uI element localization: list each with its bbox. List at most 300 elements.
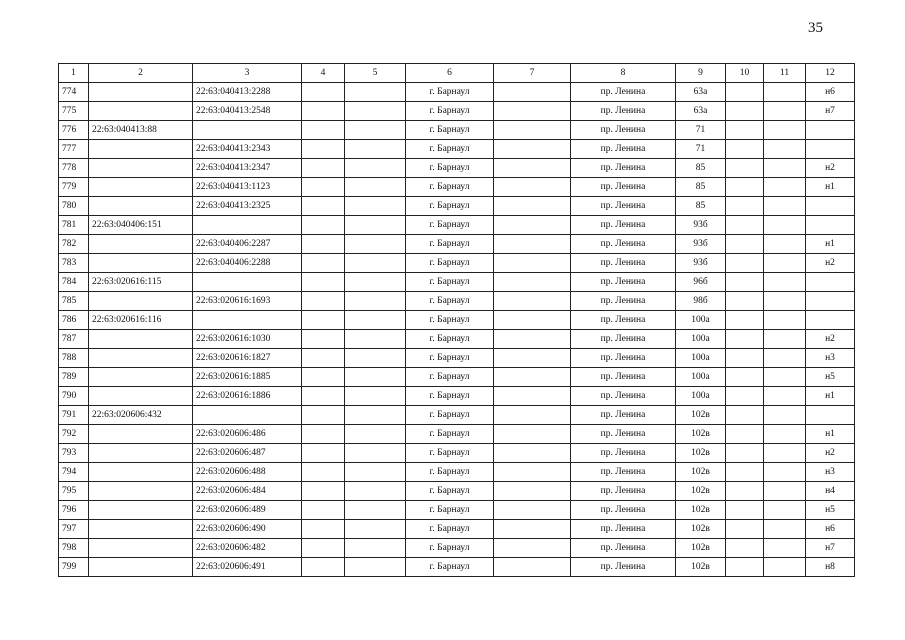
city-cell: г. Барнаул	[406, 311, 494, 330]
empty-cell	[726, 482, 764, 501]
house-number-cell: 96б	[676, 273, 726, 292]
empty-cell	[764, 368, 806, 387]
house-number-cell: 102в	[676, 463, 726, 482]
column-header: 5	[345, 64, 406, 83]
city-cell: г. Барнаул	[406, 444, 494, 463]
house-number-cell: 102в	[676, 482, 726, 501]
parcel-number-cell	[89, 425, 193, 444]
empty-cell	[764, 254, 806, 273]
room-cell: н6	[806, 83, 855, 102]
empty-cell	[302, 83, 345, 102]
house-number-cell: 63а	[676, 83, 726, 102]
city-cell: г. Барнаул	[406, 83, 494, 102]
row-number-cell: 774	[59, 83, 89, 102]
parcel-number-cell	[89, 235, 193, 254]
empty-cell	[494, 520, 571, 539]
column-header: 4	[302, 64, 345, 83]
empty-cell	[345, 292, 406, 311]
row-number-cell: 790	[59, 387, 89, 406]
row-number-cell: 784	[59, 273, 89, 292]
empty-cell	[345, 273, 406, 292]
parcel-number-cell	[89, 102, 193, 121]
city-cell: г. Барнаул	[406, 121, 494, 140]
empty-cell	[494, 463, 571, 482]
empty-cell	[494, 121, 571, 140]
empty-cell	[726, 121, 764, 140]
table-row	[59, 216, 855, 235]
row-number-cell: 799	[59, 558, 89, 577]
object-number-cell: 22:63:040406:2287	[193, 235, 302, 254]
empty-cell	[302, 102, 345, 121]
row-number-cell: 779	[59, 178, 89, 197]
empty-cell	[302, 254, 345, 273]
house-number-cell: 100а	[676, 349, 726, 368]
empty-cell	[302, 368, 345, 387]
city-cell: г. Барнаул	[406, 501, 494, 520]
empty-cell	[302, 292, 345, 311]
empty-cell	[494, 216, 571, 235]
row-number-cell: 776	[59, 121, 89, 140]
street-cell: пр. Ленина	[571, 102, 676, 121]
city-cell: г. Барнаул	[406, 520, 494, 539]
table-row	[59, 501, 855, 520]
empty-cell	[302, 444, 345, 463]
parcel-number-cell	[89, 140, 193, 159]
table-row	[59, 102, 855, 121]
empty-cell	[494, 83, 571, 102]
street-cell: пр. Ленина	[571, 330, 676, 349]
empty-cell	[764, 292, 806, 311]
empty-cell	[494, 292, 571, 311]
empty-cell	[764, 349, 806, 368]
table-row	[59, 558, 855, 577]
empty-cell	[302, 349, 345, 368]
street-cell: пр. Ленина	[571, 273, 676, 292]
empty-cell	[726, 178, 764, 197]
row-number-cell: 794	[59, 463, 89, 482]
row-number-cell: 778	[59, 159, 89, 178]
object-number-cell: 22:63:020616:1827	[193, 349, 302, 368]
room-cell	[806, 197, 855, 216]
empty-cell	[345, 349, 406, 368]
room-cell: н2	[806, 159, 855, 178]
table-row	[59, 463, 855, 482]
parcel-number-cell	[89, 197, 193, 216]
empty-cell	[764, 178, 806, 197]
object-number-cell: 22:63:020616:1693	[193, 292, 302, 311]
parcel-number-cell	[89, 539, 193, 558]
empty-cell	[494, 235, 571, 254]
table-row	[59, 311, 855, 330]
street-cell: пр. Ленина	[571, 539, 676, 558]
empty-cell	[764, 159, 806, 178]
empty-cell	[764, 311, 806, 330]
empty-cell	[726, 159, 764, 178]
room-cell: н5	[806, 368, 855, 387]
street-cell: пр. Ленина	[571, 463, 676, 482]
parcel-number-cell	[89, 330, 193, 349]
table-row	[59, 368, 855, 387]
room-cell: н7	[806, 539, 855, 558]
empty-cell	[345, 520, 406, 539]
empty-cell	[302, 482, 345, 501]
empty-cell	[345, 311, 406, 330]
house-number-cell: 85	[676, 159, 726, 178]
table-row	[59, 83, 855, 102]
object-number-cell	[193, 273, 302, 292]
empty-cell	[345, 330, 406, 349]
empty-cell	[302, 558, 345, 577]
city-cell: г. Барнаул	[406, 558, 494, 577]
house-number-cell: 93б	[676, 254, 726, 273]
city-cell: г. Барнаул	[406, 292, 494, 311]
column-header: 12	[806, 64, 855, 83]
empty-cell	[345, 178, 406, 197]
empty-cell	[764, 216, 806, 235]
table-row	[59, 273, 855, 292]
table-row	[59, 178, 855, 197]
city-cell: г. Барнаул	[406, 254, 494, 273]
street-cell: пр. Ленина	[571, 254, 676, 273]
table-row	[59, 197, 855, 216]
table-row	[59, 235, 855, 254]
empty-cell	[345, 482, 406, 501]
empty-cell	[764, 539, 806, 558]
street-cell: пр. Ленина	[571, 482, 676, 501]
empty-cell	[726, 311, 764, 330]
object-number-cell: 22:63:020616:1885	[193, 368, 302, 387]
street-cell: пр. Ленина	[571, 83, 676, 102]
row-number-cell: 791	[59, 406, 89, 425]
empty-cell	[302, 501, 345, 520]
registry-table	[58, 63, 855, 577]
street-cell: пр. Ленина	[571, 387, 676, 406]
city-cell: г. Барнаул	[406, 368, 494, 387]
house-number-cell: 71	[676, 121, 726, 140]
empty-cell	[494, 368, 571, 387]
table-row	[59, 387, 855, 406]
street-cell: пр. Ленина	[571, 197, 676, 216]
object-number-cell: 22:63:020606:489	[193, 501, 302, 520]
empty-cell	[494, 311, 571, 330]
table-row	[59, 539, 855, 558]
room-cell	[806, 216, 855, 235]
city-cell: г. Барнаул	[406, 387, 494, 406]
house-number-cell: 100а	[676, 368, 726, 387]
row-number-cell: 787	[59, 330, 89, 349]
empty-cell	[726, 102, 764, 121]
empty-cell	[345, 406, 406, 425]
row-number-cell: 789	[59, 368, 89, 387]
column-header: 11	[764, 64, 806, 83]
object-number-cell: 22:63:040413:2288	[193, 83, 302, 102]
empty-cell	[302, 330, 345, 349]
empty-cell	[764, 83, 806, 102]
object-number-cell	[193, 406, 302, 425]
column-header: 10	[726, 64, 764, 83]
empty-cell	[302, 463, 345, 482]
object-number-cell: 22:63:020606:487	[193, 444, 302, 463]
empty-cell	[345, 102, 406, 121]
empty-cell	[764, 463, 806, 482]
city-cell: г. Барнаул	[406, 102, 494, 121]
empty-cell	[302, 273, 345, 292]
column-header: 1	[59, 64, 89, 83]
object-number-cell	[193, 311, 302, 330]
room-cell: н3	[806, 463, 855, 482]
empty-cell	[345, 83, 406, 102]
empty-cell	[494, 501, 571, 520]
city-cell: г. Барнаул	[406, 178, 494, 197]
room-cell	[806, 292, 855, 311]
row-number-cell: 793	[59, 444, 89, 463]
street-cell: пр. Ленина	[571, 140, 676, 159]
empty-cell	[726, 368, 764, 387]
column-header: 3	[193, 64, 302, 83]
street-cell: пр. Ленина	[571, 558, 676, 577]
house-number-cell: 100а	[676, 387, 726, 406]
object-number-cell	[193, 121, 302, 140]
empty-cell	[302, 216, 345, 235]
empty-cell	[302, 159, 345, 178]
city-cell: г. Барнаул	[406, 482, 494, 501]
house-number-cell: 102в	[676, 406, 726, 425]
object-number-cell: 22:63:040413:2325	[193, 197, 302, 216]
empty-cell	[345, 387, 406, 406]
parcel-number-cell	[89, 368, 193, 387]
row-number-cell: 792	[59, 425, 89, 444]
parcel-number-cell	[89, 444, 193, 463]
empty-cell	[345, 254, 406, 273]
object-number-cell: 22:63:020606:490	[193, 520, 302, 539]
table-row	[59, 482, 855, 501]
empty-cell	[302, 406, 345, 425]
parcel-number-cell	[89, 558, 193, 577]
empty-cell	[345, 140, 406, 159]
empty-cell	[764, 444, 806, 463]
page-number: 35	[808, 20, 823, 36]
empty-cell	[494, 539, 571, 558]
room-cell: н8	[806, 558, 855, 577]
street-cell: пр. Ленина	[571, 406, 676, 425]
empty-cell	[764, 330, 806, 349]
street-cell: пр. Ленина	[571, 178, 676, 197]
city-cell: г. Барнаул	[406, 140, 494, 159]
empty-cell	[726, 273, 764, 292]
room-cell	[806, 311, 855, 330]
street-cell: пр. Ленина	[571, 501, 676, 520]
empty-cell	[726, 330, 764, 349]
row-number-cell: 777	[59, 140, 89, 159]
room-cell	[806, 273, 855, 292]
room-cell: н2	[806, 444, 855, 463]
parcel-number-cell	[89, 463, 193, 482]
house-number-cell: 63а	[676, 102, 726, 121]
empty-cell	[345, 197, 406, 216]
empty-cell	[726, 520, 764, 539]
empty-cell	[302, 121, 345, 140]
row-number-cell: 785	[59, 292, 89, 311]
object-number-cell: 22:63:040413:1123	[193, 178, 302, 197]
house-number-cell: 93б	[676, 235, 726, 254]
empty-cell	[494, 444, 571, 463]
empty-cell	[726, 425, 764, 444]
registry-body	[59, 83, 855, 577]
parcel-number-cell	[89, 159, 193, 178]
empty-cell	[345, 368, 406, 387]
parcel-number-cell	[89, 83, 193, 102]
street-cell: пр. Ленина	[571, 159, 676, 178]
parcel-number-cell: 22:63:020616:115	[89, 273, 193, 292]
empty-cell	[726, 558, 764, 577]
parcel-number-cell	[89, 349, 193, 368]
row-number-cell: 783	[59, 254, 89, 273]
empty-cell	[494, 349, 571, 368]
row-number-cell: 795	[59, 482, 89, 501]
empty-cell	[302, 425, 345, 444]
house-number-cell: 93б	[676, 216, 726, 235]
room-cell: н7	[806, 102, 855, 121]
empty-cell	[764, 520, 806, 539]
house-number-cell: 85	[676, 178, 726, 197]
empty-cell	[494, 140, 571, 159]
empty-cell	[494, 102, 571, 121]
table-row	[59, 425, 855, 444]
empty-cell	[494, 178, 571, 197]
empty-cell	[345, 444, 406, 463]
house-number-cell: 98б	[676, 292, 726, 311]
parcel-number-cell	[89, 178, 193, 197]
table-row	[59, 349, 855, 368]
table-row	[59, 330, 855, 349]
row-number-cell: 797	[59, 520, 89, 539]
row-number-cell: 796	[59, 501, 89, 520]
empty-cell	[494, 387, 571, 406]
parcel-number-cell: 22:63:020606:432	[89, 406, 193, 425]
city-cell: г. Барнаул	[406, 349, 494, 368]
object-number-cell: 22:63:040406:2288	[193, 254, 302, 273]
object-number-cell: 22:63:020616:1030	[193, 330, 302, 349]
city-cell: г. Барнаул	[406, 406, 494, 425]
empty-cell	[302, 311, 345, 330]
table-row	[59, 292, 855, 311]
empty-cell	[726, 197, 764, 216]
city-cell: г. Барнаул	[406, 425, 494, 444]
empty-cell	[764, 102, 806, 121]
table-row	[59, 406, 855, 425]
parcel-number-cell	[89, 482, 193, 501]
empty-cell	[764, 197, 806, 216]
object-number-cell: 22:63:020606:488	[193, 463, 302, 482]
empty-cell	[302, 387, 345, 406]
street-cell: пр. Ленина	[571, 425, 676, 444]
street-cell: пр. Ленина	[571, 368, 676, 387]
object-number-cell: 22:63:020606:482	[193, 539, 302, 558]
room-cell: н1	[806, 235, 855, 254]
house-number-cell: 71	[676, 140, 726, 159]
empty-cell	[494, 482, 571, 501]
empty-cell	[726, 292, 764, 311]
empty-cell	[726, 387, 764, 406]
empty-cell	[726, 235, 764, 254]
city-cell: г. Барнаул	[406, 273, 494, 292]
empty-cell	[764, 406, 806, 425]
room-cell: н4	[806, 482, 855, 501]
empty-cell	[764, 482, 806, 501]
object-number-cell: 22:63:020616:1886	[193, 387, 302, 406]
object-number-cell: 22:63:040413:2347	[193, 159, 302, 178]
empty-cell	[726, 501, 764, 520]
empty-cell	[494, 197, 571, 216]
object-number-cell: 22:63:020606:484	[193, 482, 302, 501]
object-number-cell: 22:63:040413:2548	[193, 102, 302, 121]
room-cell: н5	[806, 501, 855, 520]
room-cell: н6	[806, 520, 855, 539]
room-cell: н2	[806, 254, 855, 273]
city-cell: г. Барнаул	[406, 330, 494, 349]
street-cell: пр. Ленина	[571, 216, 676, 235]
empty-cell	[764, 558, 806, 577]
parcel-number-cell: 22:63:040413:88	[89, 121, 193, 140]
city-cell: г. Барнаул	[406, 197, 494, 216]
parcel-number-cell	[89, 501, 193, 520]
room-cell: н1	[806, 387, 855, 406]
table-row	[59, 520, 855, 539]
empty-cell	[726, 216, 764, 235]
empty-cell	[494, 330, 571, 349]
room-cell	[806, 121, 855, 140]
room-cell: н3	[806, 349, 855, 368]
empty-cell	[494, 425, 571, 444]
empty-cell	[764, 425, 806, 444]
empty-cell	[726, 83, 764, 102]
parcel-number-cell: 22:63:040406:151	[89, 216, 193, 235]
table-row	[59, 121, 855, 140]
city-cell: г. Барнаул	[406, 159, 494, 178]
room-cell	[806, 406, 855, 425]
empty-cell	[494, 558, 571, 577]
empty-cell	[345, 159, 406, 178]
empty-cell	[726, 140, 764, 159]
row-number-cell: 780	[59, 197, 89, 216]
street-cell: пр. Ленина	[571, 292, 676, 311]
column-header: 6	[406, 64, 494, 83]
house-number-cell: 102в	[676, 558, 726, 577]
house-number-cell: 102в	[676, 539, 726, 558]
street-cell: пр. Ленина	[571, 520, 676, 539]
empty-cell	[764, 273, 806, 292]
empty-cell	[345, 558, 406, 577]
house-number-cell: 102в	[676, 501, 726, 520]
empty-cell	[494, 273, 571, 292]
empty-cell	[726, 463, 764, 482]
empty-cell	[345, 501, 406, 520]
house-number-cell: 85	[676, 197, 726, 216]
parcel-number-cell	[89, 292, 193, 311]
room-cell: н1	[806, 425, 855, 444]
table-row	[59, 159, 855, 178]
room-cell: н2	[806, 330, 855, 349]
empty-cell	[764, 387, 806, 406]
table-row	[59, 140, 855, 159]
column-header: 2	[89, 64, 193, 83]
room-cell: н1	[806, 178, 855, 197]
object-number-cell: 22:63:020606:486	[193, 425, 302, 444]
column-header: 9	[676, 64, 726, 83]
empty-cell	[726, 539, 764, 558]
parcel-number-cell: 22:63:020616:116	[89, 311, 193, 330]
object-number-cell	[193, 216, 302, 235]
